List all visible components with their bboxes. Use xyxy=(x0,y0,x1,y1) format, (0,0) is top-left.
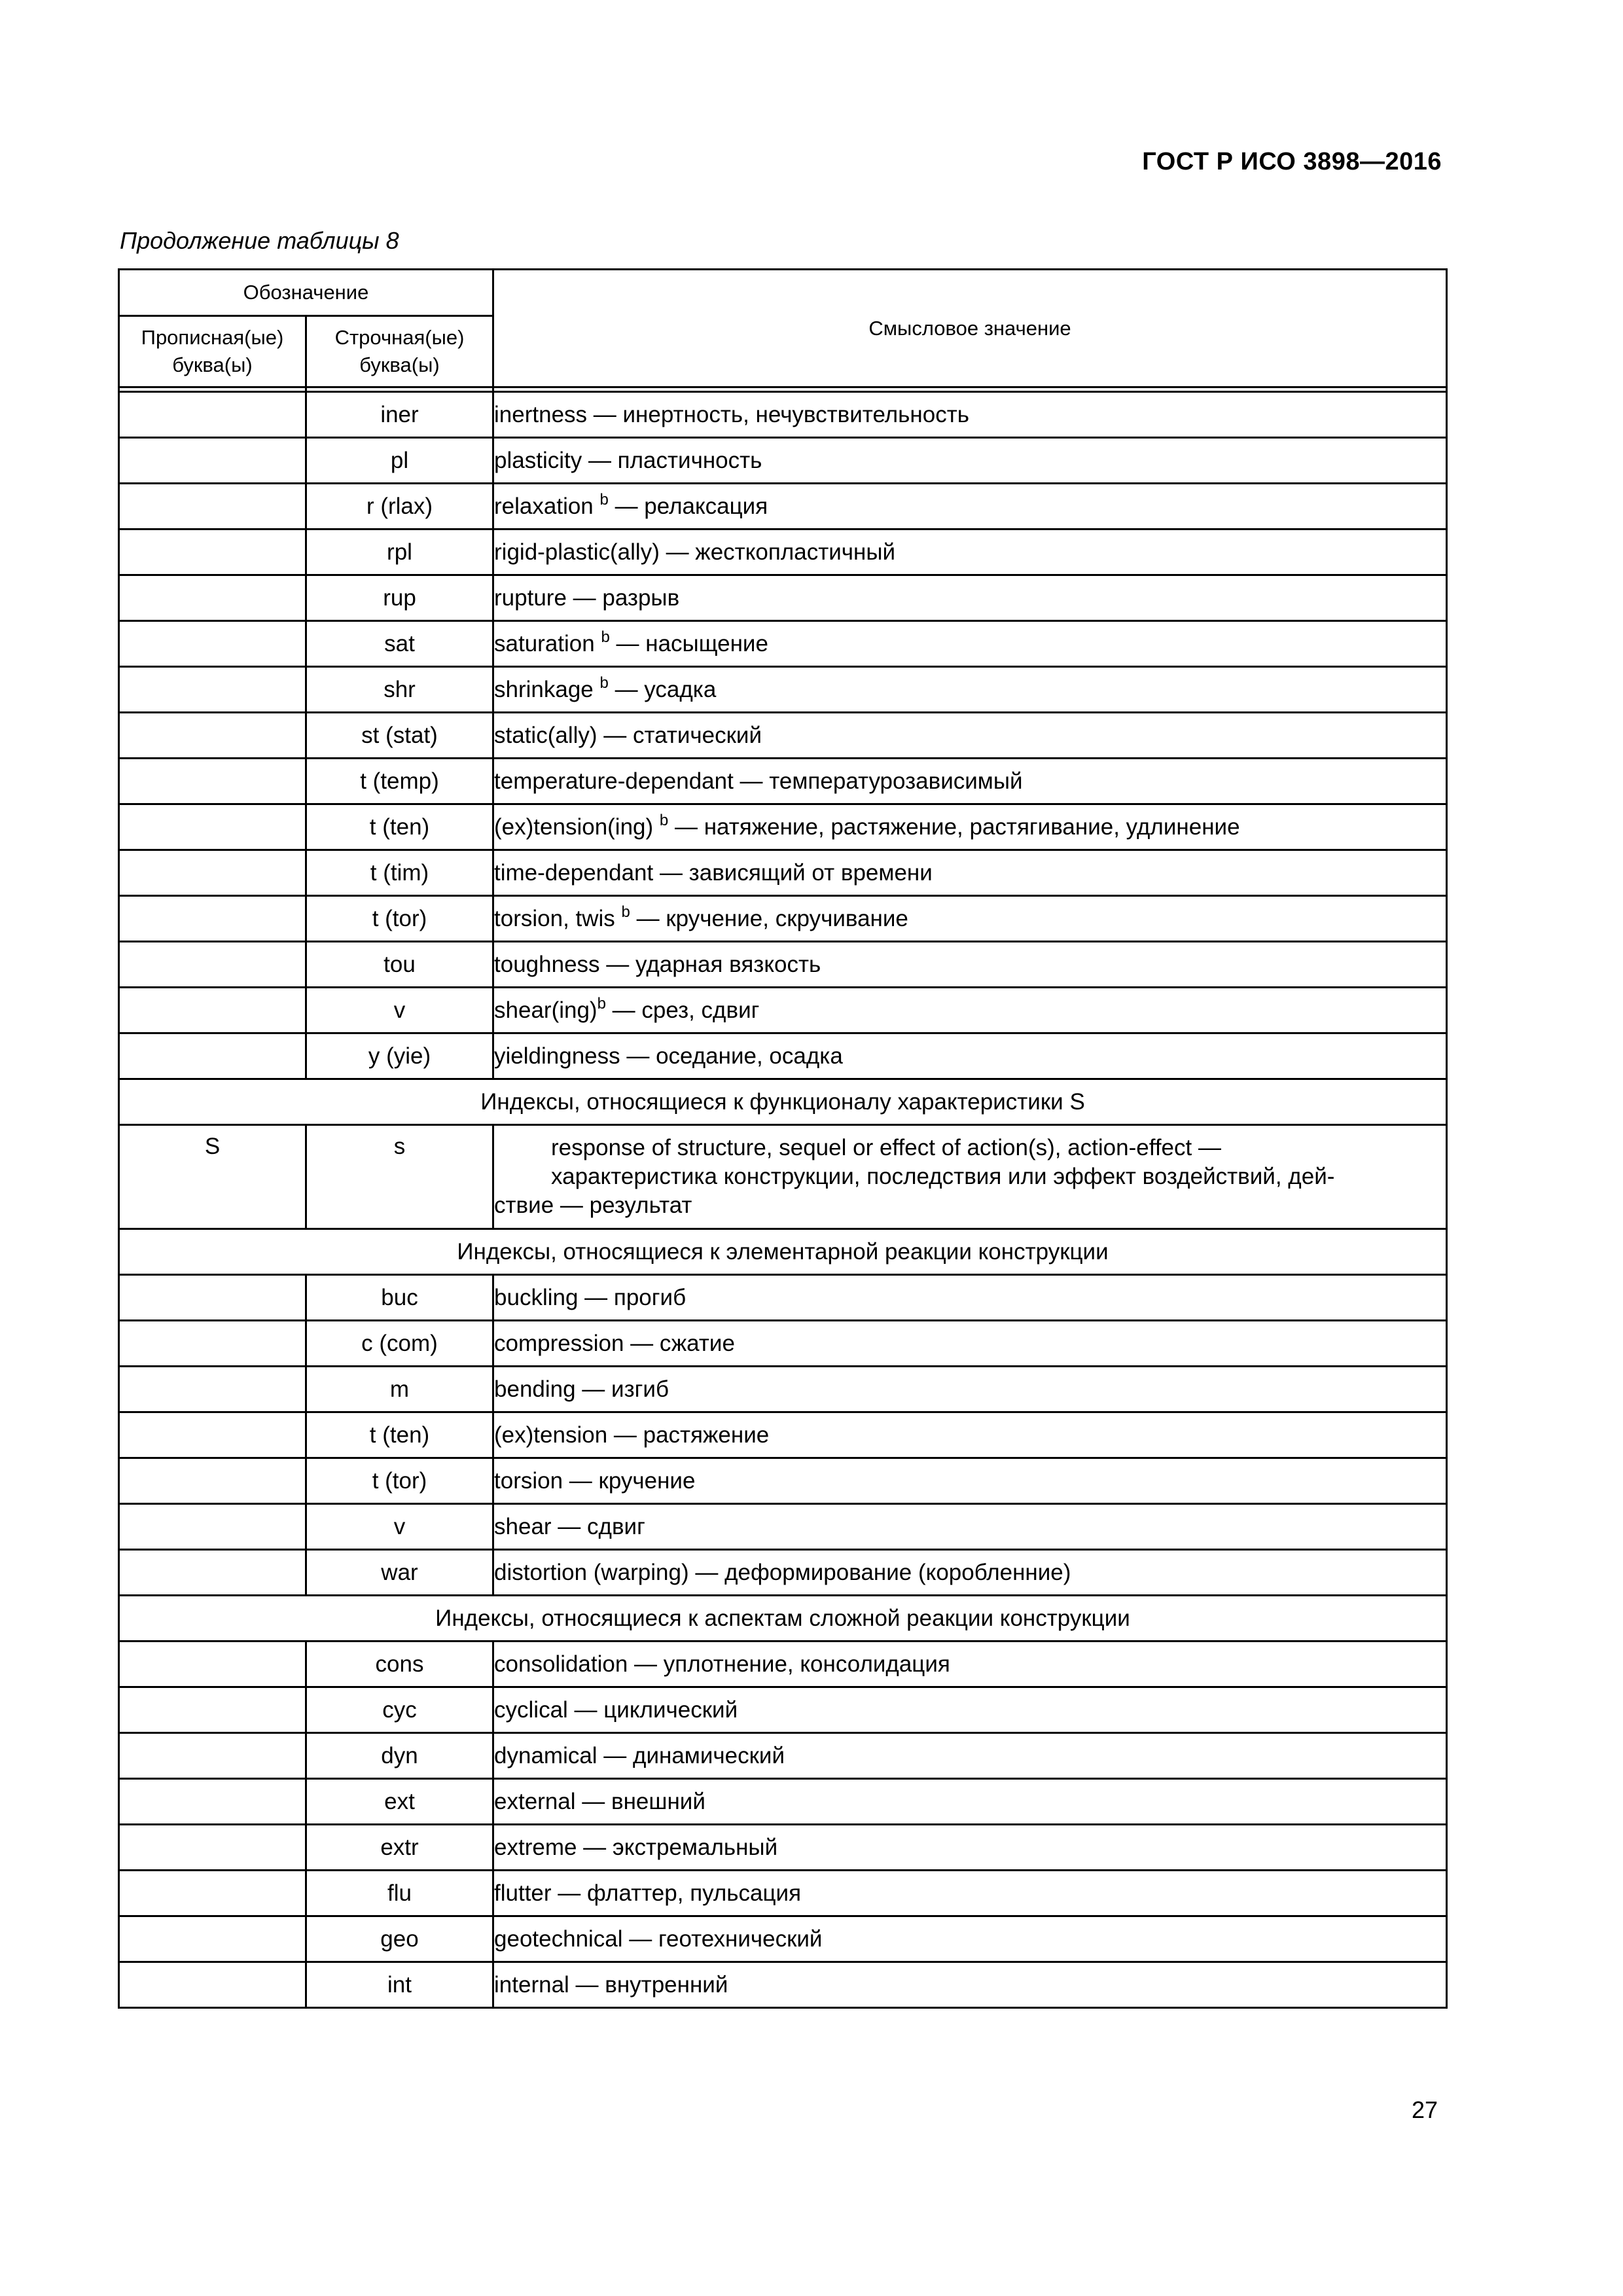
lower-symbol: r (rlax) xyxy=(306,484,493,529)
header-separator xyxy=(119,387,1447,392)
lower-symbol: t (ten) xyxy=(306,1412,493,1458)
meaning-text: (ex)tension(ing) xyxy=(494,814,660,840)
upper-cell xyxy=(119,1733,306,1779)
section-title: Индексы, относящиеся к функционалу характеристики S xyxy=(119,1079,1447,1125)
meaning-text: toughness — ударная вязкость xyxy=(494,951,821,977)
upper-cell xyxy=(119,1275,306,1321)
lower-symbol: flu xyxy=(306,1871,493,1916)
table-row xyxy=(119,850,1447,896)
upper-cell xyxy=(119,1962,306,2008)
table-caption: Продолжение таблицы 8 xyxy=(120,227,399,254)
upper-cell xyxy=(119,1412,306,1458)
upper-cell xyxy=(119,438,306,484)
meaning-cell xyxy=(493,529,1447,575)
table-row xyxy=(119,1779,1447,1825)
meaning-cell xyxy=(493,484,1447,529)
meaning-line-2: характеристика конструкции, последствия или эффект воздействий, дей- xyxy=(551,1164,1335,1189)
meaning-text: rigid-plastic(ally) — жесткопластичный xyxy=(494,539,896,565)
meaning-text: temperature-dependant — температурозависимый xyxy=(494,768,1023,794)
meaning-text-after: — натяжение, растяжение, растягивание, удлинение xyxy=(668,814,1240,840)
upper-cell xyxy=(119,713,306,759)
meaning-cell xyxy=(493,667,1447,713)
meaning-text-after: — релаксация xyxy=(608,493,768,519)
meaning-text: yieldingness — оседание, осадка xyxy=(494,1043,843,1069)
section-title: Индексы, относящиеся к элементарной реакции конструкции xyxy=(119,1229,1447,1275)
lower-symbol: t (tor) xyxy=(306,896,493,942)
meaning-cell xyxy=(493,1916,1447,1962)
meaning-cell xyxy=(493,759,1447,804)
lower-symbol: sat xyxy=(306,621,493,667)
table-row xyxy=(119,1367,1447,1412)
table-row xyxy=(119,1504,1447,1550)
meaning-cell xyxy=(493,575,1447,621)
meaning-cell xyxy=(493,1504,1447,1550)
meaning-cell xyxy=(493,713,1447,759)
table-row xyxy=(119,1871,1447,1916)
table-row xyxy=(119,1321,1447,1367)
upper-cell xyxy=(119,1033,306,1079)
meaning-cell xyxy=(493,1321,1447,1367)
lower-symbol: v xyxy=(306,1504,493,1550)
meaning-text: internal — внутренний xyxy=(494,1971,728,1998)
upper-cell xyxy=(119,1367,306,1412)
meaning-cell xyxy=(493,1687,1447,1733)
footnote-ref: b xyxy=(601,628,610,646)
meaning-text: saturation xyxy=(494,630,601,656)
section-elementary-response xyxy=(119,1229,1447,1275)
meaning-text: shear(ing) xyxy=(494,997,597,1023)
table-row xyxy=(119,1825,1447,1871)
lower-symbol: cons xyxy=(306,1641,493,1687)
meaning-cell xyxy=(493,1033,1447,1079)
meaning-cell xyxy=(493,1125,1447,1229)
header-meaning: Смысловое значение xyxy=(493,270,1447,387)
table-row xyxy=(119,1125,1447,1229)
table-row xyxy=(119,484,1447,529)
table-row xyxy=(119,1641,1447,1687)
meaning-text: time-dependant — зависящий от времени xyxy=(494,859,933,886)
table-row xyxy=(119,942,1447,988)
footnote-ref: b xyxy=(659,811,669,829)
upper-cell xyxy=(119,484,306,529)
header-upper: Прописная(ые) буква(ы) xyxy=(119,316,306,387)
table-row xyxy=(119,804,1447,850)
lower-symbol: ext xyxy=(306,1779,493,1825)
upper-cell xyxy=(119,1779,306,1825)
meaning-cell xyxy=(493,1367,1447,1412)
lower-symbol: rpl xyxy=(306,529,493,575)
footnote-ref: b xyxy=(599,490,609,509)
upper-cell xyxy=(119,1825,306,1871)
header-designation: Обозначение xyxy=(119,270,493,316)
meaning-cell xyxy=(493,850,1447,896)
lower-symbol: pl xyxy=(306,438,493,484)
meaning-cell xyxy=(493,1779,1447,1825)
upper-cell xyxy=(119,1687,306,1733)
upper-cell xyxy=(119,621,306,667)
header-lower: Строчная(ые) буква(ы) xyxy=(306,316,493,387)
meaning-text-after: — срез, сдвиг xyxy=(605,997,760,1023)
meaning-cell xyxy=(493,1550,1447,1596)
meaning-line-3: ствие — результат xyxy=(494,1193,692,1218)
table-row xyxy=(119,1916,1447,1962)
table-row xyxy=(119,392,1447,438)
upper-cell xyxy=(119,942,306,988)
lower-symbol: cyc xyxy=(306,1687,493,1733)
meaning-cell xyxy=(493,942,1447,988)
meaning-text: cyclical — циклический xyxy=(494,1696,738,1723)
upper-cell xyxy=(119,392,306,438)
meaning-text: bending — изгиб xyxy=(494,1376,669,1402)
lower-symbol: tou xyxy=(306,942,493,988)
table-row xyxy=(119,896,1447,942)
meaning-text: (ex)tension — растяжение xyxy=(494,1422,770,1448)
meaning-text: compression — сжатие xyxy=(494,1330,735,1356)
table-row xyxy=(119,1275,1447,1321)
lower-symbol: shr xyxy=(306,667,493,713)
upper-cell xyxy=(119,1504,306,1550)
lower-symbol: v xyxy=(306,988,493,1033)
meaning-cell xyxy=(493,1962,1447,2008)
lower-symbol: st (stat) xyxy=(306,713,493,759)
table-row xyxy=(119,1458,1447,1504)
meaning-cell xyxy=(493,392,1447,438)
section-functional-s xyxy=(119,1079,1447,1125)
meaning-cell xyxy=(493,1825,1447,1871)
section-complex-response xyxy=(119,1596,1447,1641)
meaning-text: relaxation xyxy=(494,493,600,519)
meaning-text: shear — сдвиг xyxy=(494,1513,645,1539)
meaning-text: extreme — экстремальный xyxy=(494,1834,778,1860)
page-number: 27 xyxy=(1411,2096,1438,2123)
lower-symbol: t (ten) xyxy=(306,804,493,850)
meaning-text-after: — усадка xyxy=(608,676,717,702)
meaning-text: buckling — прогиб xyxy=(494,1284,687,1310)
meaning-cell xyxy=(493,1275,1447,1321)
lower-symbol: int xyxy=(306,1962,493,2008)
meaning-cell xyxy=(493,621,1447,667)
meaning-text: plasticity — пластичность xyxy=(494,447,762,473)
meaning-text: distortion (warping) — деформирование (коробленние) xyxy=(494,1559,1071,1585)
table-row xyxy=(119,621,1447,667)
table-row xyxy=(119,438,1447,484)
table-row xyxy=(119,529,1447,575)
upper-cell xyxy=(119,850,306,896)
meaning-text-after: — насыщение xyxy=(609,630,768,656)
table-row xyxy=(119,1687,1447,1733)
meaning-cell xyxy=(493,438,1447,484)
lower-symbol: buc xyxy=(306,1275,493,1321)
meaning-cell xyxy=(493,1412,1447,1458)
upper-cell xyxy=(119,1641,306,1687)
meaning-text: dynamical — динамический xyxy=(494,1742,785,1768)
lower-symbol: war xyxy=(306,1550,493,1596)
meaning-text: geotechnical — геотехнический xyxy=(494,1926,823,1952)
lower-symbol: dyn xyxy=(306,1733,493,1779)
lower-symbol: t (tor) xyxy=(306,1458,493,1504)
lower-symbol: t (temp) xyxy=(306,759,493,804)
meaning-cell xyxy=(493,1641,1447,1687)
meaning-text: static(ally) — статический xyxy=(494,722,762,748)
lower-symbol: rup xyxy=(306,575,493,621)
upper-cell xyxy=(119,1321,306,1367)
lower-symbol: extr xyxy=(306,1825,493,1871)
upper-symbol: S xyxy=(119,1125,306,1229)
upper-cell xyxy=(119,1550,306,1596)
meaning-text: torsion, twis xyxy=(494,905,622,931)
meaning-text: inertness — инертность, нечувствительность xyxy=(494,401,969,427)
table-row xyxy=(119,1033,1447,1079)
meaning-cell xyxy=(493,804,1447,850)
upper-cell xyxy=(119,667,306,713)
meaning-cell xyxy=(493,896,1447,942)
lower-symbol: m xyxy=(306,1367,493,1412)
lower-symbol: geo xyxy=(306,1916,493,1962)
upper-cell xyxy=(119,1916,306,1962)
meaning-text: consolidation — уплотнение, консолидация xyxy=(494,1651,950,1677)
meaning-text: flutter — флаттер, пульсация xyxy=(494,1880,802,1906)
footnote-ref: b xyxy=(621,903,630,921)
meaning-text: rupture — разрыв xyxy=(494,584,680,611)
upper-cell xyxy=(119,804,306,850)
upper-cell xyxy=(119,759,306,804)
footnote-ref: b xyxy=(597,994,606,1013)
table-row xyxy=(119,1733,1447,1779)
table-body xyxy=(119,387,1447,2008)
upper-cell xyxy=(119,575,306,621)
meaning-cell xyxy=(493,1458,1447,1504)
upper-cell xyxy=(119,988,306,1033)
meaning-cell xyxy=(493,988,1447,1033)
table-row xyxy=(119,759,1447,804)
table-row xyxy=(119,575,1447,621)
footnote-ref: b xyxy=(599,673,609,692)
lower-symbol: s xyxy=(306,1125,493,1229)
table-row xyxy=(119,1412,1447,1458)
lower-symbol: iner xyxy=(306,392,493,438)
meaning-cell xyxy=(493,1733,1447,1779)
document-code: ГОСТ Р ИСО 3898—2016 xyxy=(1142,148,1442,175)
table-row xyxy=(119,1550,1447,1596)
table-row xyxy=(119,713,1447,759)
designation-table xyxy=(118,268,1448,2009)
meaning-line-1: response of structure, sequel or effect of action(s), action-effect — xyxy=(551,1135,1221,1160)
lower-symbol: t (tim) xyxy=(306,850,493,896)
upper-cell xyxy=(119,1871,306,1916)
lower-symbol: y (yie) xyxy=(306,1033,493,1079)
upper-cell xyxy=(119,529,306,575)
meaning-text-after: — кручение, скручивание xyxy=(630,905,908,931)
meaning-text: torsion — кручение xyxy=(494,1467,696,1494)
table-row xyxy=(119,988,1447,1033)
section-title: Индексы, относящиеся к аспектам сложной реакции конструкции xyxy=(119,1596,1447,1641)
meaning-text: shrinkage xyxy=(494,676,600,702)
upper-cell xyxy=(119,896,306,942)
meaning-text: external — внешний xyxy=(494,1788,705,1814)
table-row xyxy=(119,1962,1447,2008)
table-row xyxy=(119,667,1447,713)
lower-symbol: c (com) xyxy=(306,1321,493,1367)
meaning-cell xyxy=(493,1871,1447,1916)
upper-cell xyxy=(119,1458,306,1504)
